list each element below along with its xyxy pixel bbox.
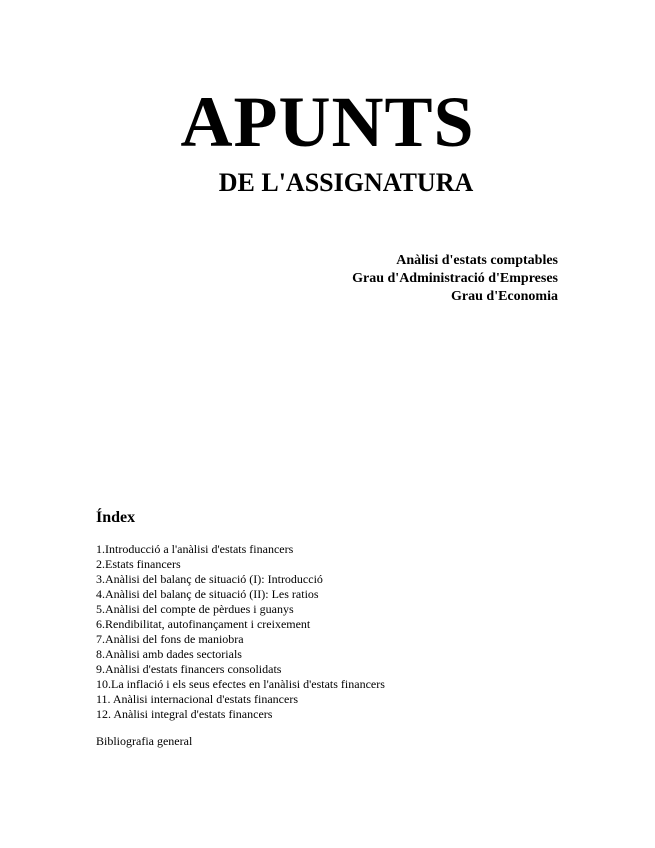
index-item: 5.Anàlisi del compte de pèrdues i guanys: [96, 602, 294, 616]
index-item: 4.Anàlisi del balanç de situació (II): Les ratios: [96, 587, 319, 601]
degree-business: Grau d'Administració d'Empreses: [352, 271, 558, 286]
index-heading: Índex: [96, 509, 136, 526]
bibliography-entry: Bibliografia general: [96, 734, 193, 748]
index-item: 8.Anàlisi amb dades sectorials: [96, 647, 242, 661]
index-item: 2.Estats financers: [96, 557, 181, 571]
index-item: 11. Anàlisi internacional d'estats financers: [96, 692, 298, 706]
degree-economics: Grau d'Economia: [451, 289, 558, 304]
page-subtitle: DE L'ASSIGNATURA: [218, 168, 474, 197]
course-info: [352, 252, 558, 306]
index-item: 7.Anàlisi del fons de maniobra: [96, 632, 244, 646]
index-list: [96, 542, 385, 722]
index-item: 1.Introducció a l'anàlisi d'estats financers: [96, 542, 294, 556]
index-item: 10.La inflació i els seus efectes en l'anàlisi d'estats financers: [96, 677, 385, 691]
index-item: 12. Anàlisi integral d'estats financers: [96, 707, 273, 721]
index-item: 6.Rendibilitat, autofinançament i creixement: [96, 617, 311, 631]
course-name: Anàlisi d'estats comptables: [396, 253, 558, 268]
index-item: 9.Anàlisi d'estats financers consolidats: [96, 662, 282, 676]
index-item: 3.Anàlisi del balanç de situació (I): Introducció: [96, 572, 323, 586]
page-title: APUNTS: [180, 82, 475, 162]
